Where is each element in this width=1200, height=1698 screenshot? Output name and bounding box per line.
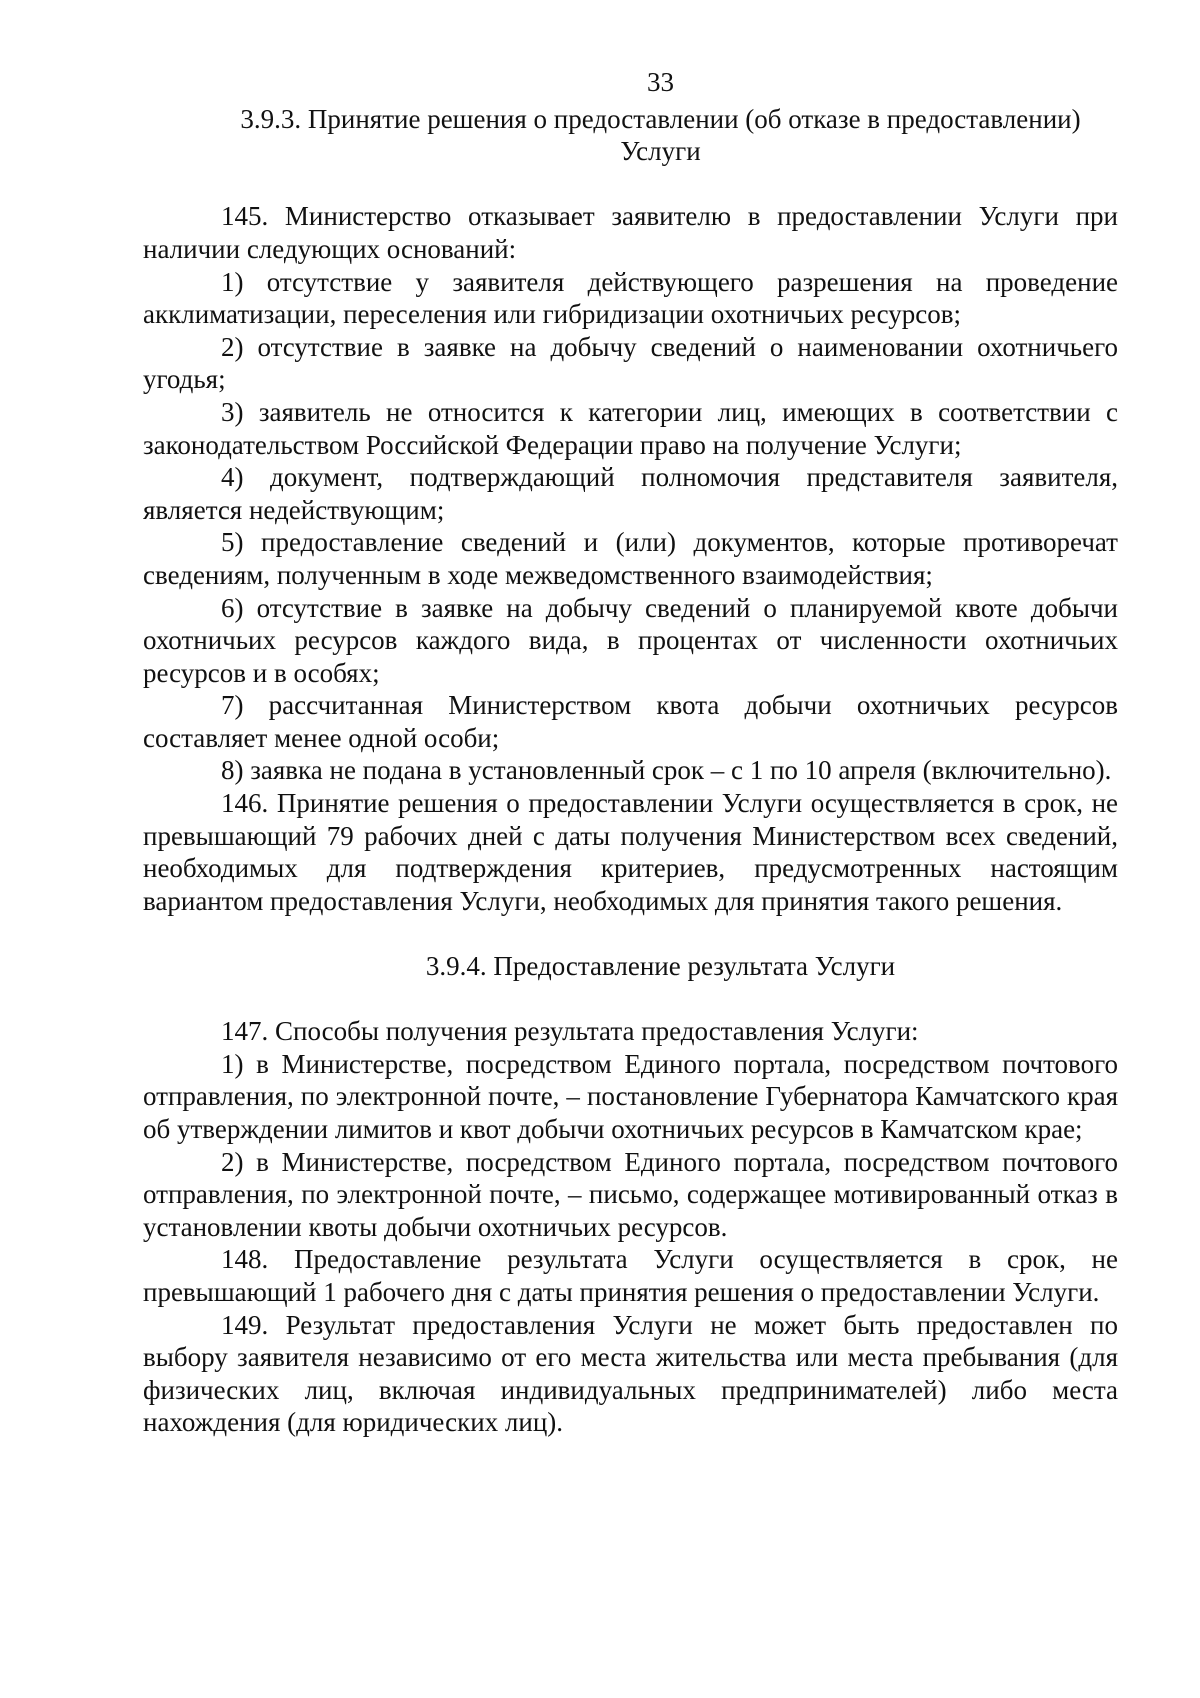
paragraph-147: 147. Способы получения результата предоставления Услуги:: [221, 1016, 919, 1047]
list-item-147-1: 1) в Министерстве, посредством Единого портала, посредством почтового отправления, по электронной почте, – постановление Губернатора Камчатского края об утверждении лимитов и квот добычи охотничьих ресурсов в Камчатском крае;: [143, 1048, 1118, 1144]
blank-line: [143, 917, 1118, 950]
paragraph-145: 145. Министерство отказывает заявителю в предоставлении Услуги при наличии следующих оснований:: [143, 201, 1118, 264]
paragraph-148: 148. Предоставление результата Услуги осуществляется в срок, не превышающий 1 рабочего дня с даты принятия решения о предоставлении Услуги.: [143, 1244, 1118, 1307]
list-item-145-8: 8) заявка не подана в установленный срок – с 1 по 10 апреля (включительно).: [221, 755, 1112, 786]
paragraph-149: 149. Результат предоставления Услуги не может быть предоставлен по выбору заявителя независимо от его места жительства или места пребывания (для физических лиц, включая индивидуальных предпринимателей) либо места нахождения (для юридических лиц).: [143, 1309, 1118, 1438]
section-heading-line-2: Услуги: [620, 136, 701, 167]
document-page: [143, 66, 1118, 1439]
list-item-145-7: 7) рассчитанная Министерством квота добычи охотничьих ресурсов составляет менее одной особи;: [143, 690, 1118, 753]
list-item-145-3: 3) заявитель не относится к категории лиц, имеющих в соответствии с законодательством Российской Федерации право на получение Услуги;: [143, 396, 1118, 460]
page-number: 33: [647, 67, 674, 97]
list-item-145-5: 5) предоставление сведений и (или) документов, которые противоречат сведениям, полученным в ходе межведомственного взаимодействия;: [143, 527, 1118, 590]
section-body-3-9-3: [143, 200, 1118, 917]
list-item-147-2: 2) в Министерстве, посредством Единого портала, посредством почтового отправления, по электронной почте, – письмо, содержащее мотивированный отказ в установлении квоты добычи охотничьих ресурсов.: [143, 1146, 1118, 1242]
section-heading-3-9-3: [143, 103, 1118, 168]
section-body-3-9-4: [143, 1015, 1118, 1439]
list-item-145-2: 2) отсутствие в заявке на добычу сведений о наименовании охотничьего угодья;: [143, 331, 1118, 395]
section-heading-line-1: 3.9.3. Принятие решения о предоставлении (об отказе в предоставлении): [240, 103, 1081, 134]
paragraph-146: 146. Принятие решения о предоставлении Услуги осуществляется в срок, не превышающий 79 рабочих дней с даты получения Министерством всех сведений, необходимых для подтверждения критериев, предусмотренных настоящим вариантом предоставления Услуги, необходимых для принятия такого решения.: [143, 788, 1118, 916]
blank-line: [143, 168, 1118, 201]
section-heading-3-9-4: 3.9.4. Предоставление результата Услуги: [425, 951, 896, 982]
blank-line: [143, 983, 1118, 1016]
list-item-145-6: 6) отсутствие в заявке на добычу сведений о планируемой квоте добычи охотничьих ресурсов каждого вида, в процентах от численности охотничьих ресурсов и в особях;: [143, 592, 1118, 688]
list-item-145-4: 4) документ, подтверждающий полномочия представителя заявителя, является недействующим;: [143, 462, 1118, 525]
list-item-145-1: 1) отсутствие у заявителя действующего разрешения на проведение акклиматизации, переселения или гибридизации охотничьих ресурсов;: [143, 266, 1118, 330]
